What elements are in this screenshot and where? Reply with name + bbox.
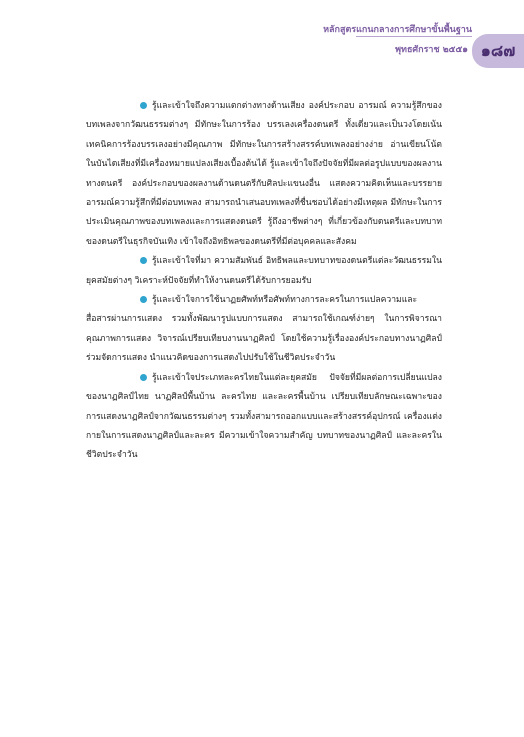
page-number: ๑๘๗ [480, 40, 516, 60]
page-number-tab [472, 34, 524, 68]
bullet-dot-icon [140, 296, 147, 303]
bullet-paragraph [86, 369, 442, 466]
bullet-text: รู้และเข้าใจที่มา ความสัมพันธ์ อิทธิพลและบทบาทของดนตรีแต่ละวัฒนธรรมในยุคสมัยต่างๆ วิเคราะห์ปัจจัยที่ทำให้งานดนตรีได้รับการยอมรับ [86, 256, 442, 286]
body-content [86, 97, 442, 466]
bullet-dot-icon [140, 257, 147, 264]
bullet-dot-icon [140, 102, 147, 109]
header-subtitle: พุทธศักราช ๒๕๕๑ [395, 45, 468, 55]
bullet-text: รู้และเข้าใจประเภทละครไทยในแต่ละยุคสมัย ปัจจัยที่มีผลต่อการเปลี่ยนแปลงของนาฏศิลป์ไทย นาฏศิลป์พื้นบ้าน ละครไทย และละครพื้นบ้าน เปรียบเทียบลักษณะเฉพาะของการแสดงนาฏศิลป์จากวัฒนธรรมต่างๆ รวมทั้งสามารถออกแบบและสร้างสรรค์อุปกรณ์ เครื่องแต่งกายในการแสดงนาฏศิลป์และละคร มีความเข้าใจความสำคัญ บทบาทของนาฏศิลป์ และละครในชีวิตประจำวัน [86, 372, 442, 461]
bullet-text: รู้และเข้าใจถึงความแตกต่างทางด้านเสียง องค์ประกอบ อารมณ์ ความรู้สึกของบทเพลงจากวัฒนธรรมต่างๆ มีทักษะในการร้อง บรรเลงเครื่องดนตรี ทั้งเดี่ยวและเป็นวงโดยเน้นเทคนิคการร้องบรรเลงอย่างมีคุณภาพ มีทักษะในการสร้างสรรค์บทเพลงอย่างง่าย อ่านเขียนโน้ตในบันไดเสียงที่มีเครื่องหมายแปลงเสียงเบื้องต้นได้ รู้และเข้าใจถึงปัจจัยที่มีผลต่อรูปแบบของผลงานทางดนตรี องค์ประกอบของผลงานด้านดนตรีกับศิลปะแขนงอื่น แสดงความคิดเห็นและบรรยายอารมณ์ความรู้สึกที่มีต่อบทเพลง สามารถนำเสนอบทเพลงที่ชื่นชอบได้อย่างมีเหตุผล มีทักษะในการประเมินคุณภาพของบทเพลงและการแสดงดนตรี รู้ถึงอาชีพต่างๆ ที่เกี่ยวข้องกับดนตรีและบทบาทของดนตรีในธุรกิจบันเทิง เข้าใจถึงอิทธิพลของดนตรีที่มีต่อบุคคลและสังคม [86, 101, 442, 247]
bullet-paragraph [86, 97, 442, 252]
header-divider [356, 36, 472, 37]
bullet-dot-icon [140, 374, 147, 381]
bullet-text: รู้และเข้าใจการใช้นาฏยศัพท์หรือศัพท์ทางการละครในการแปลความและสื่อสารผ่านการแสดง รวมทั้งพัฒนารูปแบบการแสดง สามารถใช้เกณฑ์ง่ายๆ ในการพิจารณาคุณภาพการแสดง วิจารณ์เปรียบเทียบงานนาฏศิลป์ โดยใช้ความรู้เรื่ององค์ประกอบทางนาฏศิลป์ร่วมจัดการแสดง นำแนวคิดของการแสดงไปปรับใช้ในชีวิตประจำวัน [86, 295, 442, 364]
bullet-paragraph [86, 291, 442, 369]
header-title: หลักสูตรแกนกลางการศึกษาขั้นพื้นฐาน [323, 25, 472, 35]
bullet-paragraph [86, 252, 442, 291]
